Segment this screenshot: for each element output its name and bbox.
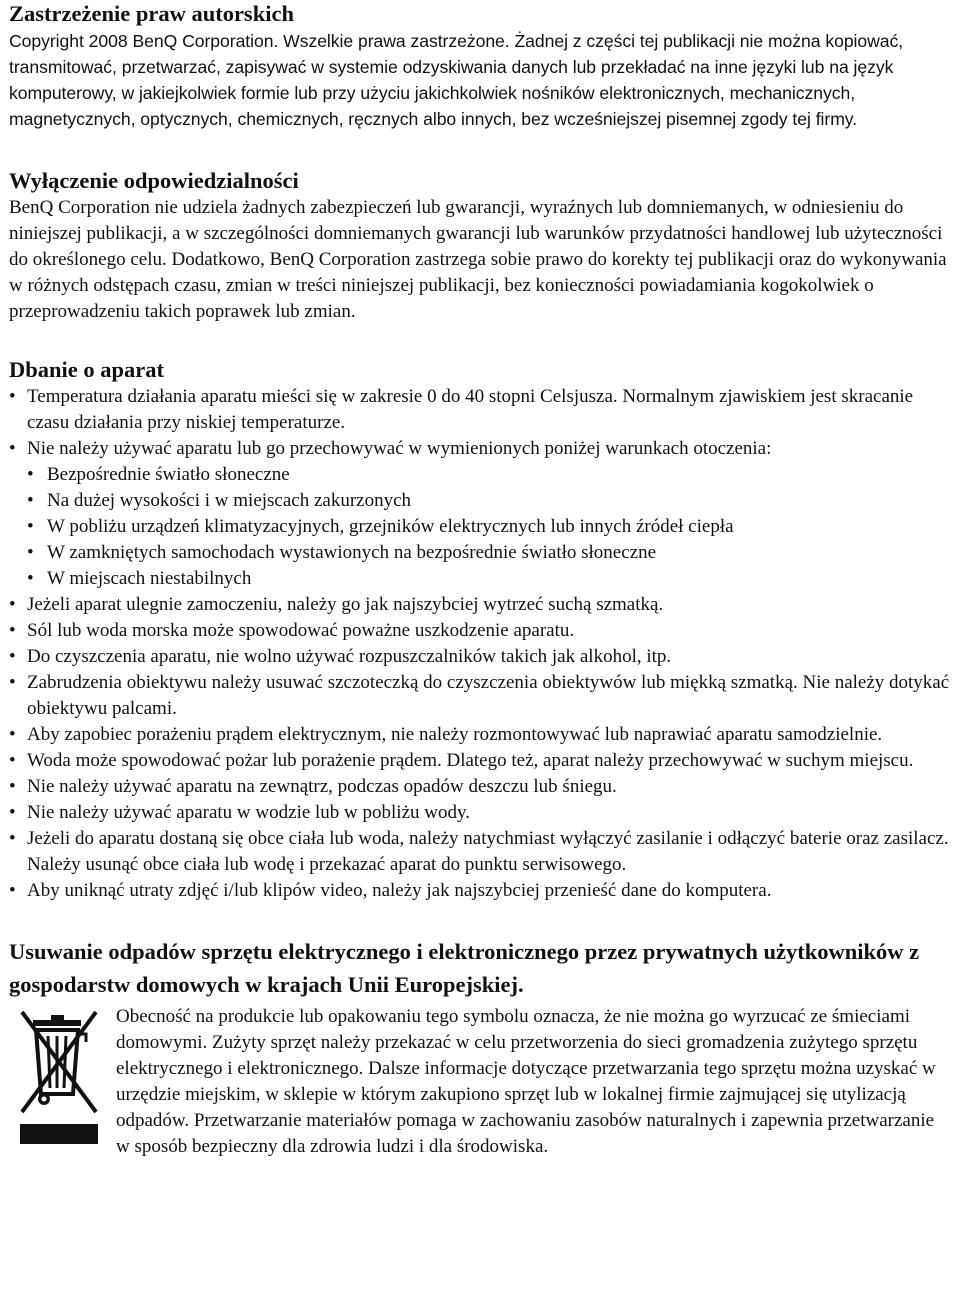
list-item (9, 722, 950, 748)
sublist-item-text: W zamkniętych samochodach wystawionych na bezpośrednie światło słoneczne (47, 542, 657, 563)
bullet-icon: • (9, 672, 16, 693)
care-list (9, 384, 950, 904)
list-item-text: Woda może spowodować pożar lub porażenie prądem. Dlatego też, aparat należy przechowywać w suchym miejscu. (27, 750, 914, 771)
bullet-icon: • (9, 880, 16, 901)
list-item (9, 592, 950, 618)
sublist-item (9, 514, 950, 540)
list-item (9, 384, 950, 436)
bullet-icon: • (9, 594, 16, 615)
sublist-item (9, 488, 950, 514)
list-item-text: Nie należy używać aparatu w wodzie lub w pobliżu wody. (27, 802, 471, 823)
bullet-icon: • (27, 568, 34, 589)
list-item-text: Aby zapobiec porażeniu prądem elektrycznym, nie należy rozmontowywać lub naprawiać aparatu samodzielnie. (27, 724, 883, 745)
list-item-text: Zabrudzenia obiektywu należy usuwać szczoteczką do czyszczenia obiektywów lub miękką szmatką. Nie należy dotykać obiektywu palcami. (27, 672, 950, 719)
bullet-icon: • (27, 490, 34, 511)
bullet-icon: • (9, 724, 16, 745)
bullet-icon: • (9, 386, 16, 407)
list-item (9, 878, 950, 904)
list-item (9, 618, 950, 644)
camera-care-heading: Dbanie o aparat (9, 357, 165, 382)
copyright-section (9, 0, 950, 132)
conditions-sublist (9, 462, 950, 592)
list-item-text: Aby uniknąć utraty zdjęć i/lub klipów video, należy jak najszybciej przenieść dane do komputera. (27, 880, 772, 901)
bullet-icon: • (9, 776, 16, 797)
sublist-item (9, 462, 950, 488)
weee-paragraph: Obecność na produkcie lub opakowaniu tego symbolu oznacza, że nie można go wyrzucać ze śmieciami domowymi. Zużyty sprzęt należy przekazać w celu przetworzenia do sieci gromadzenia zużytego sprzętu elektrycznego i elektronicznego. Dalsze informacje dotyczące przetwarzania tego sprzętu można uzyskać w urzędzie miejskim, w sklepie w którym zakupiono sprzęt lub w lokalnej firmie zajmującej się utylizacją odpadów. Przetwarzanie materiałów pomaga w zachowaniu zasobów naturalnych i zapewnia przetwarzanie w sposób bezpieczny dla zdrowia ludzi i dla środowiska. (116, 1006, 936, 1157)
weee-section (9, 935, 950, 1160)
bullet-icon: • (9, 438, 16, 459)
sublist-item-text: Na dużej wysokości i w miejscach zakurzonych (47, 490, 412, 511)
list-item-text: Jeżeli do aparatu dostaną się obce ciała lub woda, należy natychmiast wyłączyć zasilanie i odłączyć baterie oraz zasilacz. Należy usunąć obce ciała lub wodę i przekazać aparat do punktu serwisowego. (27, 828, 949, 875)
list-item-text: Nie należy używać aparatu na zewnątrz, podczas opadów deszczu lub śniegu. (27, 776, 617, 797)
bullet-icon: • (9, 646, 16, 667)
list-item (9, 436, 950, 592)
bullet-icon: • (27, 542, 34, 563)
bullet-icon: • (9, 828, 16, 849)
disclaimer-section (9, 167, 950, 325)
list-item-text: Sól lub woda morska może spowodować poważne uszkodzenie aparatu. (27, 620, 575, 641)
disclaimer-paragraph: BenQ Corporation nie udziela żadnych zabezpieczeń lub gwarancji, wyraźnych lub domniemanych, w odniesieniu do niniejszej publikacji, a w szczególności domniemanych gwarancji lub warunków przydatności handlowej lub użyteczności do określonego celu. Dodatkowo, BenQ Corporation zastrzega sobie prawo do korekty tej publikacji oraz do wykonywania w różnych odstępach czasu, zmian w treści niniejszej publikacji, bez konieczności powiadamiania kogokolwiek o przeprowadzeniu takich poprawek lub zmian. (9, 197, 947, 322)
sublist-item (9, 566, 950, 592)
crossed-out-wheelie-bin-icon (16, 1008, 101, 1153)
copyright-paragraph: Copyright 2008 BenQ Corporation. Wszelkie prawa zastrzeżone. Żadnej z części tej publikacji nie można kopiować, transmitować, przetwarzać, zapisywać w systemie odzyskiwania danych lub przekładać na inne języki lub na język komputerowy, w jakiejkolwiek formie lub przy użyciu jakichkolwiek nośników elektronicznych, mechanicznych, magnetycznych, optycznych, chemicznych, ręcznych albo innych, bez wcześniejszej pisemnej zgody tej firmy. (9, 31, 904, 129)
bullet-icon: • (27, 516, 34, 537)
list-item-text: Jeżeli aparat ulegnie zamoczeniu, należy go jak najszybciej wytrzeć suchą szmatką. (27, 594, 664, 615)
list-item-text: Do czyszczenia aparatu, nie wolno używać rozpuszczalników takich jak alkohol, itp. (27, 646, 672, 667)
bullet-icon: • (9, 750, 16, 771)
weee-block (9, 1004, 950, 1160)
bullet-icon: • (27, 464, 34, 485)
list-item (9, 826, 950, 878)
sublist-item-text: W miejscach niestabilnych (47, 568, 252, 589)
list-item (9, 774, 950, 800)
camera-care-section (9, 356, 950, 904)
sublist-item-text: W pobliżu urządzeń klimatyzacyjnych, grzejników elektrycznych lub innych źródeł ciepła (47, 516, 734, 537)
sublist-item (9, 540, 950, 566)
list-item (9, 748, 950, 774)
weee-heading: Usuwanie odpadów sprzętu elektrycznego i elektronicznego przez prywatnych użytkowników z gospodarstw domowych w krajach Unii Europejskiej. (9, 939, 920, 997)
list-item (9, 670, 950, 722)
disclaimer-heading: Wyłączenie odpowiedzialności (9, 168, 299, 193)
list-item (9, 800, 950, 826)
sublist-item-text: Bezpośrednie światło słoneczne (47, 464, 290, 485)
list-item (9, 644, 950, 670)
bullet-icon: • (9, 620, 16, 641)
copyright-heading: Zastrzeżenie praw autorskich (9, 1, 294, 26)
list-item-text: Temperatura działania aparatu mieści się w zakresie 0 do 40 stopni Celsjusza. Normalnym zjawiskiem jest skracanie czasu działania przy niskiej temperaturze. (27, 386, 914, 433)
bullet-icon: • (9, 802, 16, 823)
list-item-text: Nie należy używać aparatu lub go przechowywać w wymienionych poniżej warunkach otoczenia: (27, 438, 772, 459)
